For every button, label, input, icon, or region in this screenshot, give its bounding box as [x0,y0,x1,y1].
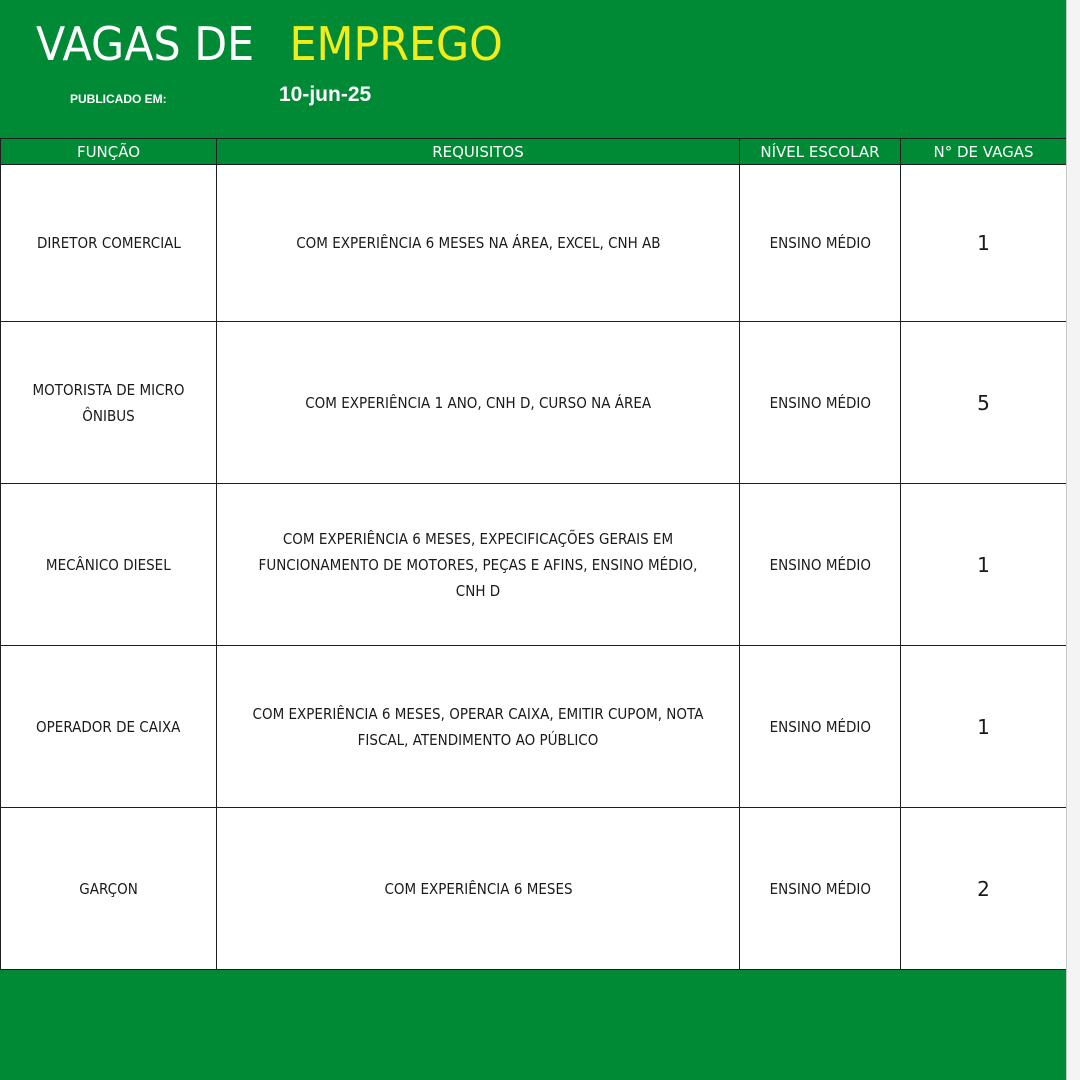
cell-requisitos [217,165,740,322]
cell-vagas: 1 [901,484,1067,646]
cell-requisitos [217,484,740,646]
nivel-text: ENSINO MÉDIO [769,879,871,898]
cell-requisitos [217,646,740,808]
cell-nivel [740,165,901,322]
cell-funcao [1,165,217,322]
cell-funcao [1,808,217,970]
cell-requisitos [217,808,740,970]
page-edge [1066,0,1080,1080]
funcao-text: DIRETOR COMERCIAL [36,234,181,252]
cell-nivel [740,808,901,970]
column-header-requisitos: REQUISITOS [217,139,740,165]
table-row [1,322,1067,484]
table-row [1,484,1067,646]
table-header-row [1,139,1067,165]
header-banner [0,0,1066,138]
page-title [36,14,503,74]
cell-nivel [740,322,901,484]
cell-nivel [740,484,901,646]
published-label: PUBLICADO EM: [70,92,167,106]
nivel-text: ENSINO MÉDIO [769,234,871,252]
column-header-num-vagas: N° DE VAGAS [901,139,1067,165]
table-row [1,646,1067,808]
cell-funcao [1,322,217,484]
column-header-nivel-escolar: NÍVEL ESCOLAR [740,139,901,165]
cell-vagas: 5 [901,322,1067,484]
nivel-text: ENSINO MÉDIO [769,555,871,574]
funcao-text: MECÂNICO DIESEL [46,555,171,574]
footer-banner [0,969,1066,1080]
funcao-text: GARÇON [79,879,138,898]
cell-requisitos [217,322,740,484]
cell-funcao [1,646,217,808]
column-header-funcao: FUNÇÃO [1,139,217,165]
title-emprego: EMPREGO [289,17,503,71]
table-row [1,165,1067,322]
cell-funcao [1,484,217,646]
nivel-text: ENSINO MÉDIO [769,717,871,736]
published-date: 10-jun-25 [279,83,372,106]
requisitos-text: COM EXPERIÊNCIA 6 MESES, EXPECIFICAÇÕES GERAIS EM FUNCIONAMENTO DE MOTORES, PEÇAS E AFINS, ENSINO MÉDIO, CNH D [258,529,698,600]
jobs-table [0,138,1067,970]
cell-vagas: 1 [901,646,1067,808]
nivel-text: ENSINO MÉDIO [769,393,871,412]
cell-vagas: 2 [901,808,1067,970]
requisitos-text: COM EXPERIÊNCIA 6 MESES [383,879,573,898]
title-vagas-de: VAGAS DE [36,17,255,71]
table-row [1,808,1067,970]
requisitos-text: COM EXPERIÊNCIA 1 ANO, CNH D, CURSO NA ÁREA [305,393,651,412]
cell-vagas: 1 [901,165,1067,322]
funcao-text: OPERADOR DE CAIXA [36,717,181,736]
requisitos-text: COM EXPERIÊNCIA 6 MESES, OPERAR CAIXA, EMITIR CUPOM, NOTA FISCAL, ATENDIMENTO AO PÚBLICO [252,704,704,749]
funcao-text: MOTORISTA DE MICRO ÔNIBUS [32,380,185,425]
cell-nivel [740,646,901,808]
requisitos-text: COM EXPERIÊNCIA 6 MESES NA ÁREA, EXCEL, CNH AB [295,234,661,252]
